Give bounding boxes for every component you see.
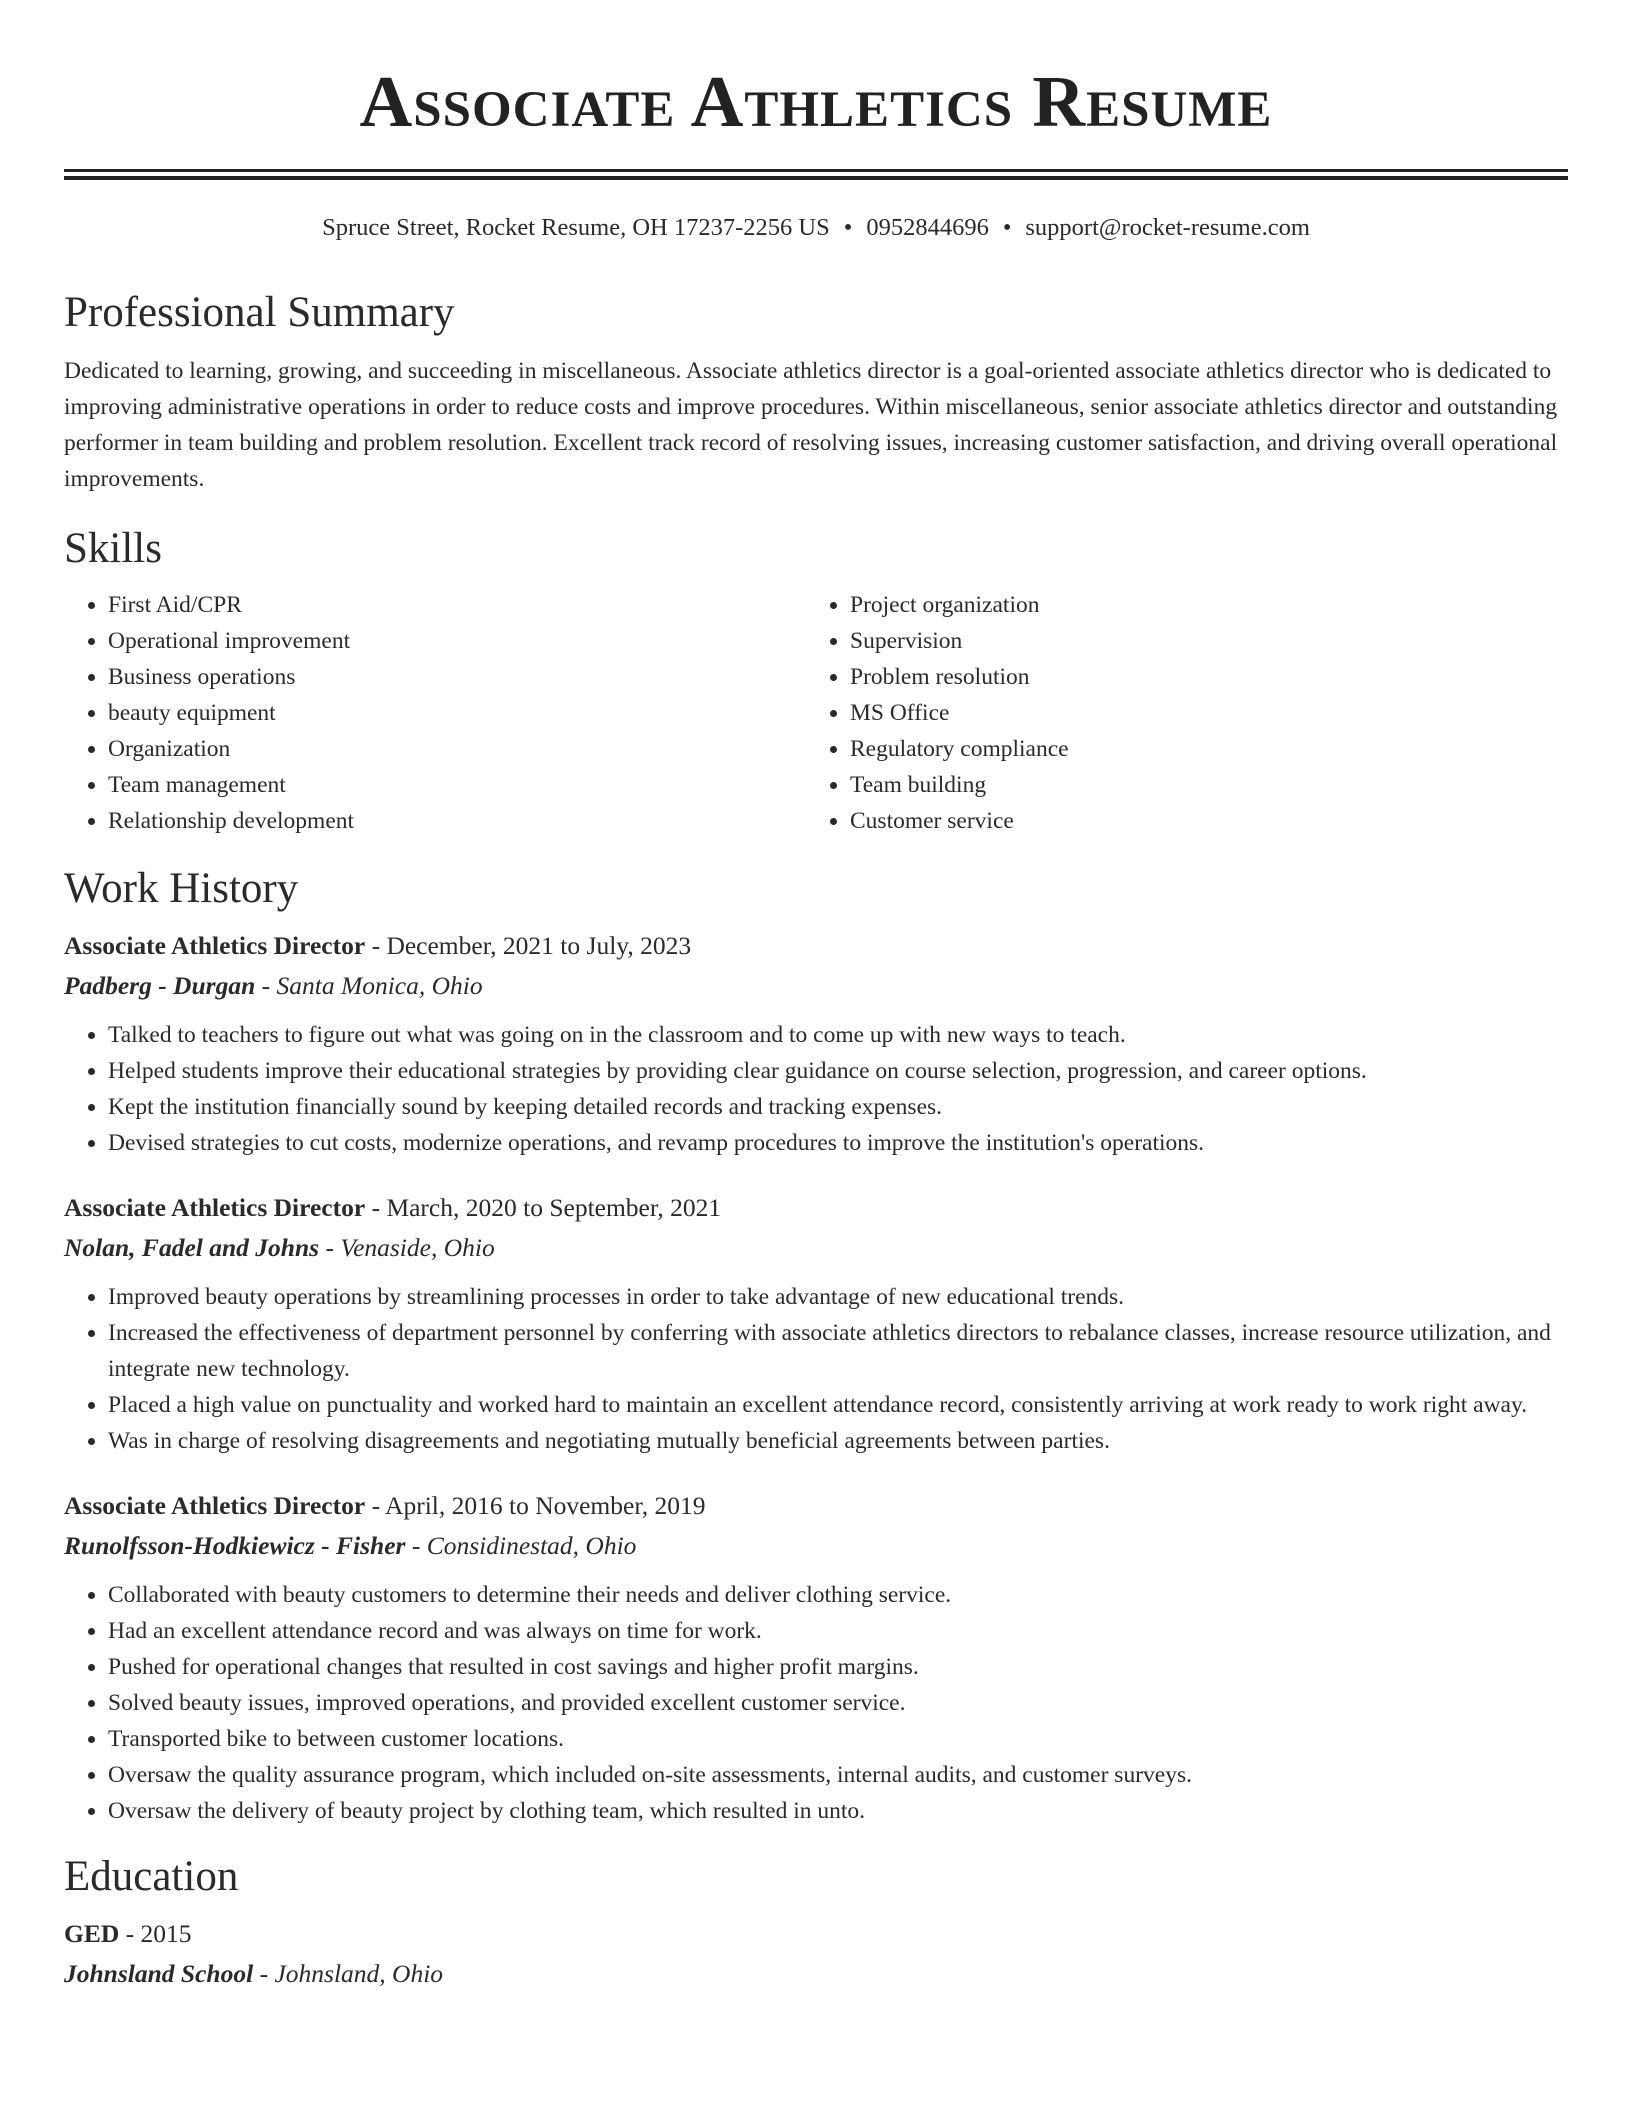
job-bullet: • Transported bike to between customer locations. [108,1721,1568,1757]
job-dates: March, 2020 to September, 2021 [386,1193,722,1222]
skills-list-left [64,587,806,839]
job-company: Padberg - Durgan [64,971,256,1000]
job-bullet: • Collaborated with beauty customers to determine their needs and deliver clothing service. [108,1577,1568,1613]
job-bullet: • Placed a high value on punctuality and worked hard to maintain an excellent attendance record, consistently arriving at work ready to work right away. [108,1387,1568,1423]
job-bullet: • Devised strategies to cut costs, modernize operations, and revamp procedures to improve the institution's operations. [108,1125,1568,1161]
resume-title: Associate Athletics Resume [359,61,1273,142]
job-bullet: • Oversaw the quality assurance program, which included on-site assessments, internal audits, and customer surveys. [108,1757,1568,1793]
education-school-line: Johnsland School - Johnsland, Ohio [64,1959,444,1988]
education-year: 2015 [140,1919,192,1948]
skill-item: • Project organization [850,587,1069,623]
job-dates: December, 2021 to July, 2023 [386,931,692,960]
skill-item: • Customer service [850,803,1069,839]
education-degree-line: GED - 2015 [64,1919,192,1948]
job-bullet: • Pushed for operational changes that resulted in cost savings and higher profit margins. [108,1649,1568,1685]
summary-text: Dedicated to learning, growing, and succeeding in miscellaneous. Associate athletics director is a goal-oriented associate athletics director who is dedicated to improving administrative operations in order to reduce costs and improve procedures. Within miscellaneous, senior associate athletics director and outstanding performer in team building and problem resolution. Excellent track record of resolving issues, increasing customer satisfaction, and driving overall operational improvements. [64,358,1558,492]
contact-address: Spruce Street, Rocket Resume, OH 17237-2256 US [322,214,830,241]
job-bullet: • Helped students improve their educational strategies by providing clear guidance on course selection, progression, and career options. [108,1053,1568,1089]
job-bullet: • Kept the institution financially sound by keeping detailed records and tracking expenses. [108,1089,1568,1125]
job-title: Associate Athletics Director [64,1193,366,1222]
skill-item: • Supervision [850,623,1069,659]
job-title: Associate Athletics Director [64,1491,366,1520]
skills-heading: Skills [64,525,162,572]
skill-item: • Team management [108,767,806,803]
skill-item: • MS Office [850,695,1069,731]
contact-separator: • [1002,214,1012,241]
job-bullet: • Had an excellent attendance record and was always on time for work. [108,1613,1568,1649]
contact-line [64,213,1568,243]
summary-heading: Professional Summary [64,289,455,336]
education-school: Johnsland School [64,1959,254,1988]
job-entry [64,1487,1568,1829]
job-location: Venaside, Ohio [340,1233,495,1262]
skill-item: • beauty equipment [108,695,806,731]
education-heading: Education [64,1853,239,1900]
job-bullets [64,1017,1568,1161]
job-title-line: Associate Athletics Director - March, 2020 to September, 2021 [64,1193,722,1222]
skill-item: • Operational improvement [108,623,806,659]
job-company-line: Runolfsson-Hodkiewicz - Fisher - Considinestad, Ohio [64,1531,637,1560]
skill-item: • Organization [108,731,806,767]
job-title-line: Associate Athletics Director - April, 2016 to November, 2019 [64,1491,706,1520]
job-bullet: • Increased the effectiveness of department personnel by conferring with associate athletics directors to rebalance classes, increase resource utilization, and integrate new technology. [108,1315,1568,1387]
work-history-heading: Work History [64,865,299,912]
job-location: Santa Monica, Ohio [276,971,483,1000]
job-company-line: Nolan, Fadel and Johns - Venaside, Ohio [64,1233,495,1262]
job-bullet: • Solved beauty issues, improved operations, and provided excellent customer service. [108,1685,1568,1721]
skill-item: • Problem resolution [850,659,1069,695]
job-entry [64,1189,1568,1459]
contact-separator: • [843,214,853,241]
title-double-rule [64,169,1568,180]
skill-item: • Relationship development [108,803,806,839]
job-bullet: • Talked to teachers to figure out what was going on in the classroom and to come up with new ways to teach. [108,1017,1568,1053]
job-entry [64,927,1568,1161]
job-dates: April, 2016 to November, 2019 [385,1491,706,1520]
job-company: Nolan, Fadel and Johns [64,1233,320,1262]
education-degree: GED [64,1919,120,1948]
job-bullet: • Oversaw the delivery of beauty project by clothing team, which resulted in unto. [108,1793,1568,1829]
job-bullet: • Improved beauty operations by streamlining processes in order to take advantage of new educational trends. [108,1279,1568,1315]
job-title-line: Associate Athletics Director - December, 2021 to July, 2023 [64,931,692,960]
job-title: Associate Athletics Director [64,931,366,960]
skill-item: • Business operations [108,659,806,695]
education-location: Johnsland, Ohio [274,1959,444,1988]
skill-item: • Regulatory compliance [850,731,1069,767]
job-bullet: • Was in charge of resolving disagreements and negotiating mutually beneficial agreements between parties. [108,1423,1568,1459]
job-location: Considinestad, Ohio [426,1531,637,1560]
skill-item: • First Aid/CPR [108,587,806,623]
job-company: Runolfsson-Hodkiewicz - Fisher [64,1531,406,1560]
job-company-line: Padberg - Durgan - Santa Monica, Ohio [64,971,483,1000]
contact-email: support@rocket-resume.com [1025,214,1310,241]
job-bullets [64,1279,1568,1459]
skills-list-right [806,587,1069,839]
contact-phone: 0952844696 [866,214,989,241]
job-bullets [64,1577,1568,1829]
skills-columns [64,587,1568,839]
skill-item: • Team building [850,767,1069,803]
